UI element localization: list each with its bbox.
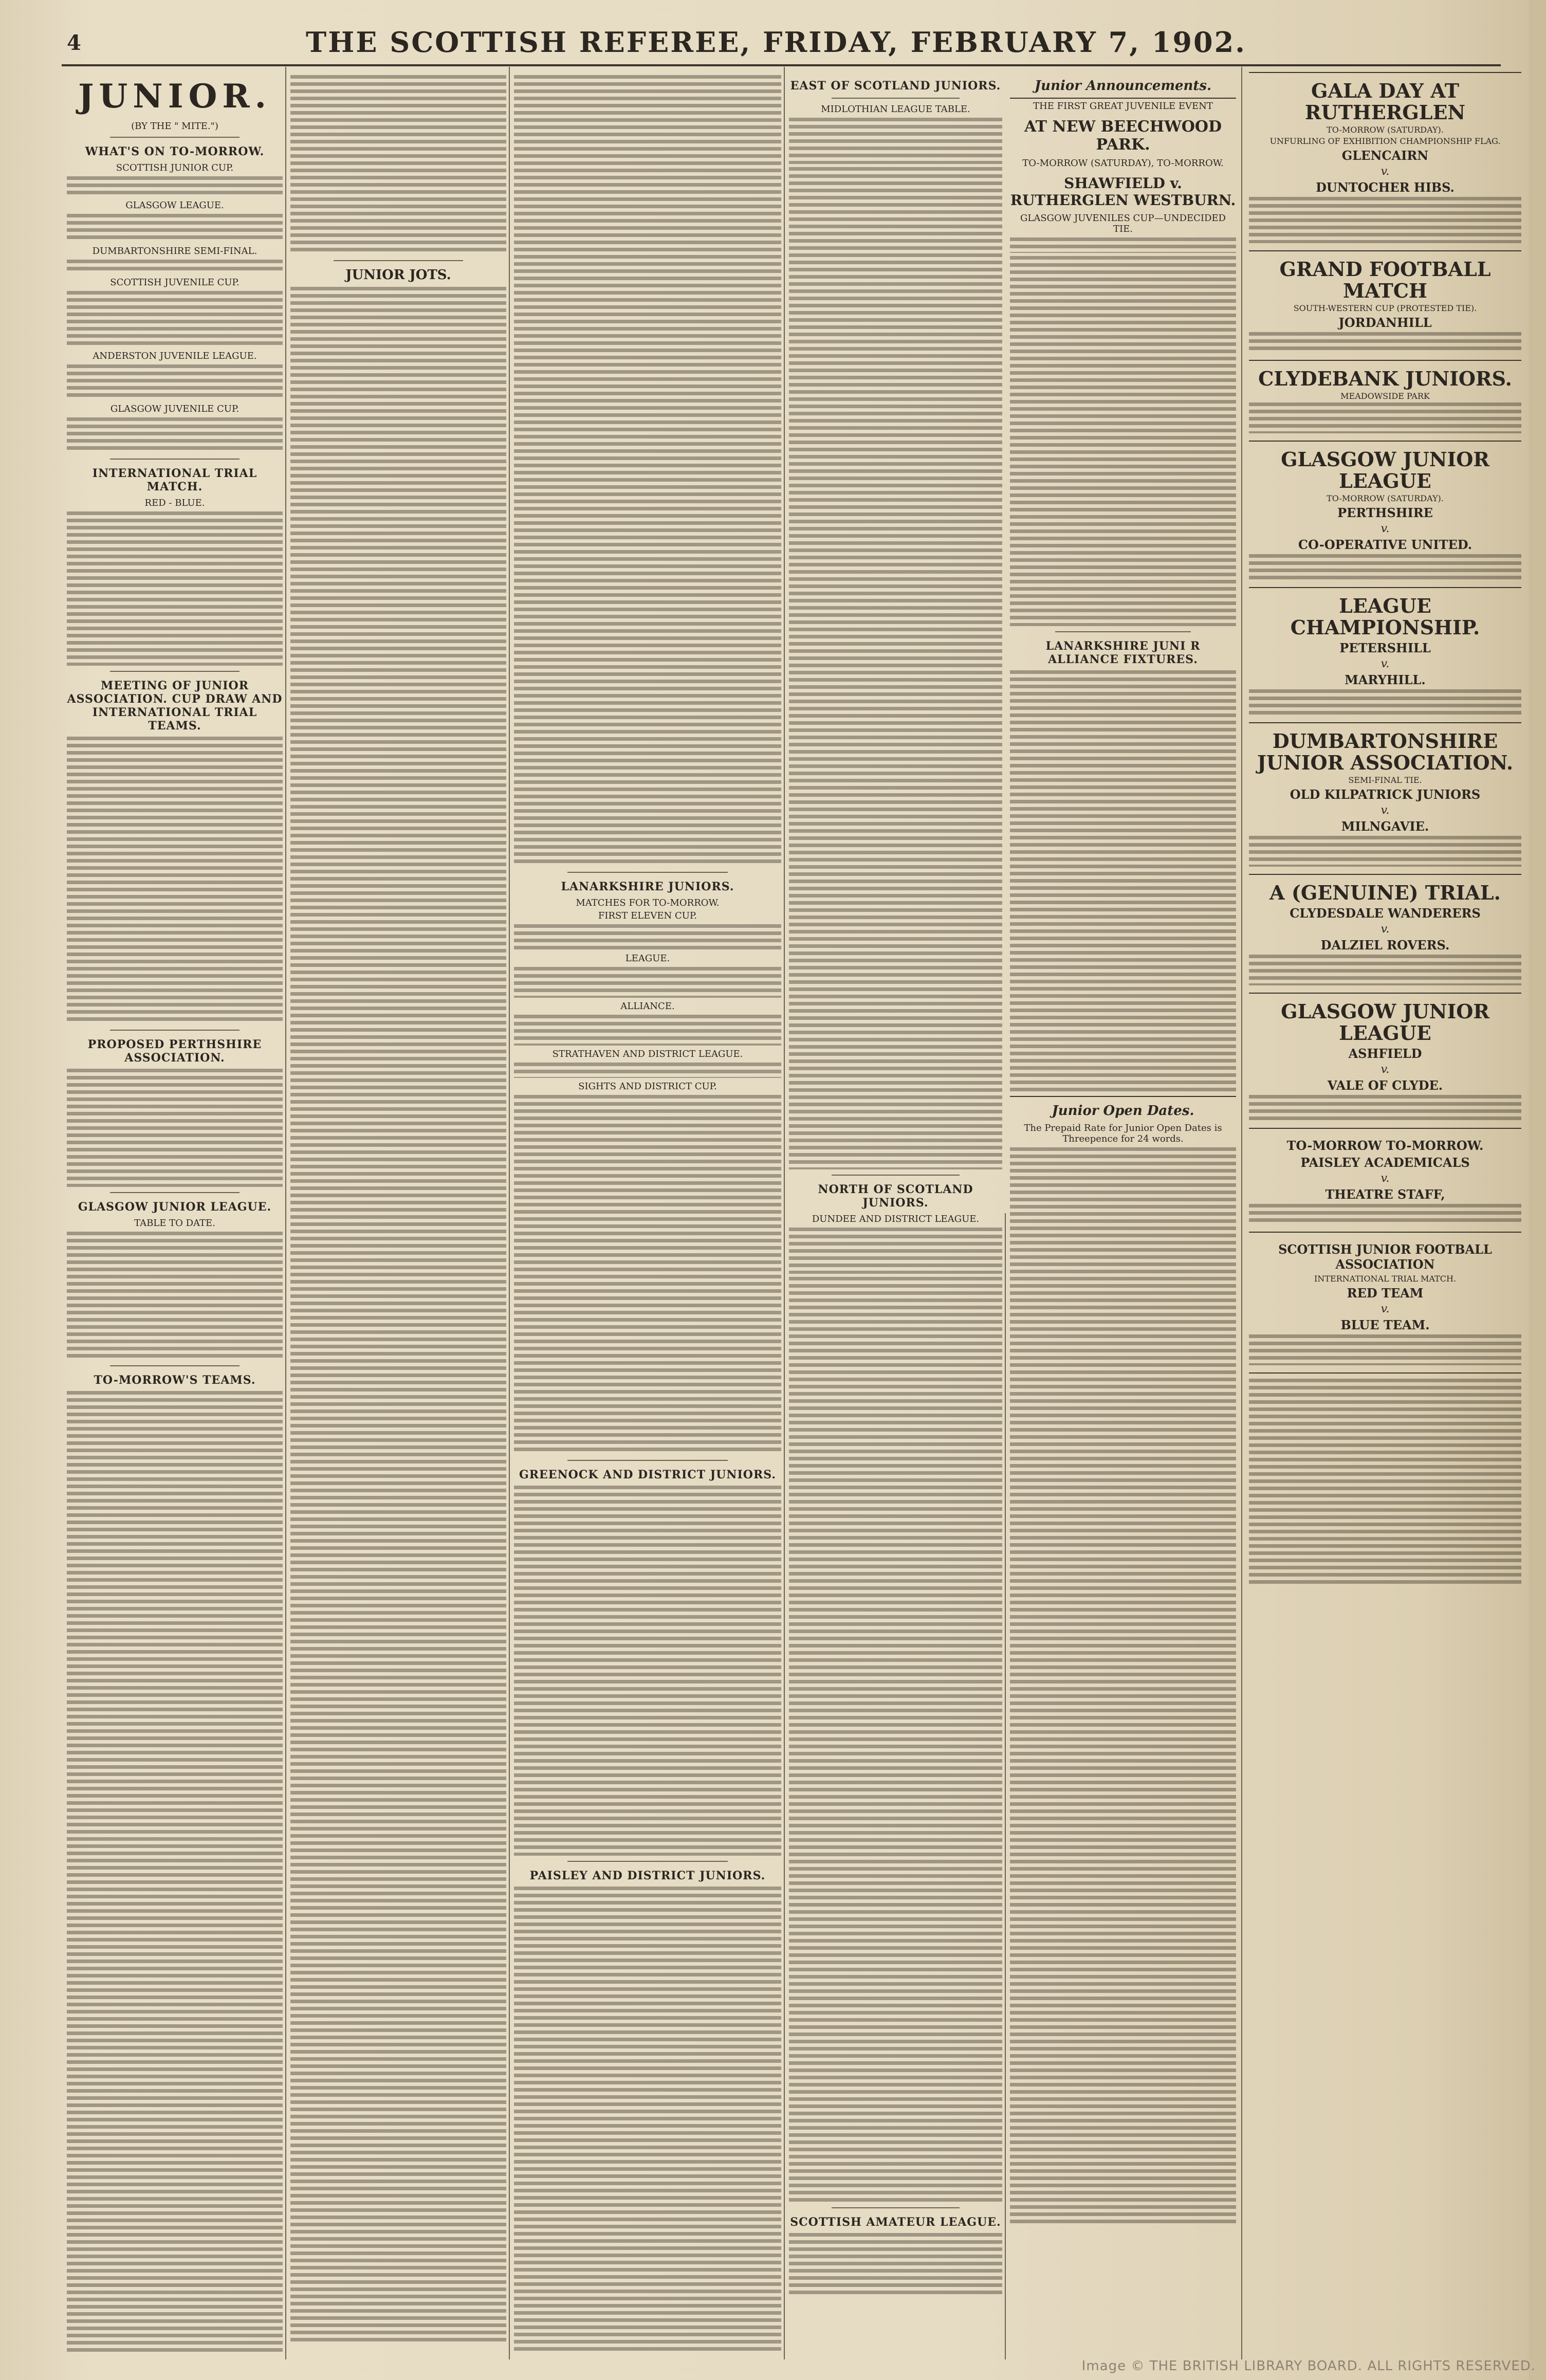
subheading: NORTH OF SCOTLAND JUNIORS. — [818, 1183, 973, 1210]
ad-league-championship: LEAGUE CHAMPIONSHIP. PETERSHILL v. MARYHILL. — [1249, 587, 1521, 722]
ad-ashfield: GLASGOW JUNIOR LEAGUE ASHFIELD v. VALE OF CLYDE. — [1249, 993, 1521, 1128]
ad-team: OLD KILPATRICK JUNIORS — [1290, 787, 1481, 802]
ad-line: TO-MORROW (SATURDAY). — [1327, 125, 1444, 135]
column-rule — [509, 67, 510, 2359]
subheading: ANDERSTON JUVENILE LEAGUE. — [93, 351, 257, 361]
beechwood-announcement — [1010, 98, 1236, 253]
subheading: GLASGOW LEAGUE. — [125, 200, 224, 211]
ad-team: VALE OF CLYDE. — [1327, 1078, 1443, 1093]
subheading: SCOTTISH JUNIOR CUP. — [116, 162, 234, 173]
page-gutter — [1529, 0, 1546, 2380]
subheading: GLASGOW JUNIOR LEAGUE. — [78, 1200, 272, 1214]
subheading: TO-MORROW'S TEAMS. — [94, 1374, 256, 1387]
ad-headline: SCOTTISH JUNIOR FOOTBALL ASSOCIATION — [1278, 1242, 1492, 1272]
column-announcements — [1010, 72, 1236, 2354]
ad-line: MEADOWSIDE PARK — [1340, 391, 1430, 401]
ad-headline: GALA DAY AT RUTHERGLEN — [1304, 79, 1466, 124]
ad-team: ASHFIELD — [1348, 1046, 1422, 1061]
ad-headline: A (GENUINE) TRIAL. — [1269, 881, 1501, 904]
ad-headline: LEAGUE CHAMPIONSHIP. — [1290, 594, 1480, 639]
newspaper-title: THE SCOTTISH REFEREE, FRIDAY, FEBRUARY 7, 1902. — [306, 26, 1246, 59]
subheading: SIGHTS AND DISTRICT CUP. — [578, 1081, 717, 1092]
column-district-juniors — [514, 72, 781, 2354]
subheading: EAST OF SCOTLAND JUNIORS. — [790, 79, 1001, 93]
subheading: TABLE TO DATE. — [134, 1218, 215, 1229]
ad-team: PAISLEY ACADEMICALS — [1300, 1155, 1470, 1170]
ad-line: INTERNATIONAL TRIAL MATCH. — [1314, 1274, 1457, 1284]
subheading: JUNIOR JOTS. — [345, 267, 451, 283]
ad-team: MILNGAVIE. — [1341, 819, 1429, 834]
announcements-title: Junior Announcements. — [1034, 78, 1212, 94]
column-rule — [1005, 1213, 1006, 2359]
ad-line: SOUTH-WESTERN CUP (PROTESTED TIE). — [1293, 303, 1477, 313]
column-junior — [67, 72, 283, 2354]
subheading: SCOTTISH AMATEUR LEAGUE. — [790, 2216, 1001, 2229]
announcement-line: AT NEW BEECHWOOD PARK. — [1024, 118, 1222, 154]
announcement-line: TO-MORROW (SATURDAY), TO-MORROW. — [1022, 158, 1224, 169]
ad-line: UNFURLING OF EXHIBITION CHAMPIONSHIP FLAG. — [1269, 136, 1501, 146]
announcement-line: THE FIRST GREAT JUVENILE EVENT — [1033, 101, 1213, 112]
ad-grand-match — [1249, 250, 1521, 360]
column-east-north — [789, 72, 1002, 2354]
subheading: PROPOSED PERTHSHIRE ASSOCIATION. — [87, 1038, 262, 1065]
subheading: WHAT'S ON TO-MORROW. — [85, 145, 265, 158]
ad-team: RED TEAM — [1347, 1286, 1424, 1301]
page-number: 4 — [67, 31, 81, 55]
ad-headline: CLYDEBANK JUNIORS. — [1258, 367, 1512, 390]
subheading: FIRST ELEVEN CUP. — [598, 910, 697, 921]
announcement-line: SHAWFIELD v. RUTHERGLEN WESTBURN. — [1010, 175, 1236, 209]
subheading: RED - BLUE. — [144, 498, 205, 508]
subheading: GLASGOW JUVENILE CUP. — [110, 404, 240, 414]
subheading: SCOTTISH JUVENILE CUP. — [110, 277, 240, 288]
column-junior-jots — [290, 72, 506, 2354]
subheading: LANARKSHIRE JUNI R ALLIANCE FIXTURES. — [1045, 639, 1201, 666]
ad-line: SEMI-FINAL TIE. — [1348, 775, 1422, 785]
ad-team: PERTHSHIRE — [1337, 505, 1433, 520]
announcement-line: GLASGOW JUVENILES CUP—UNDECIDED TIE. — [1020, 213, 1226, 234]
subheading: GREENOCK AND DISTRICT JUNIORS. — [519, 1468, 777, 1481]
ad-headline: DUMBARTONSHIRE JUNIOR ASSOCIATION. — [1257, 729, 1514, 774]
ad-team: BLUE TEAM. — [1340, 1317, 1430, 1332]
image-credit: Image © THE BRITISH LIBRARY BOARD. ALL RIGHTS RESERVED. — [1081, 2358, 1536, 2374]
byline: (BY THE " MITE.") — [131, 121, 218, 132]
ad-line: TO-MORROW (SATURDAY). — [1327, 493, 1444, 503]
column-rule — [285, 67, 286, 2359]
ad-headline: TO-MORROW TO-MORROW. — [1286, 1138, 1484, 1153]
ad-team: PETERSHILL — [1339, 640, 1431, 655]
ad-dumbartonshire: DUMBARTONSHIRE JUNIOR ASSOCIATION. SEMI-FINAL TIE. OLD KILPATRICK JUNIORS v. MILNGAVIE. — [1249, 722, 1521, 874]
column-advertisements — [1249, 72, 1521, 2354]
ad-sjfa-trial: SCOTTISH JUNIOR FOOTBALL ASSOCIATION INTERNATIONAL TRIAL MATCH. RED TEAM v. BLUE TEAM. — [1249, 1232, 1521, 1372]
subheading: STRATHAVEN AND DISTRICT LEAGUE. — [552, 1049, 743, 1059]
ad-team: GLENCAIRN — [1341, 148, 1429, 163]
subheading: MATCHES FOR TO-MORROW. — [576, 898, 720, 908]
masthead-rule — [62, 64, 1501, 66]
ad-team: THEATRE STAFF, — [1325, 1187, 1445, 1202]
divider — [110, 137, 240, 138]
ad-glasgow-league: GLASGOW JUNIOR LEAGUE TO-MORROW (SATURDAY). PERTHSHIRE v. CO-OPERATIVE UNITED. — [1249, 441, 1521, 587]
subheading: DUNDEE AND DISTRICT LEAGUE. — [812, 1214, 980, 1224]
open-dates-title: Junior Open Dates. — [1052, 1103, 1194, 1119]
ad-paisley: TO-MORROW TO-MORROW. PAISLEY ACADEMICALS v. THEATRE STAFF, — [1249, 1128, 1521, 1232]
ad-headline: GRAND FOOTBALL MATCH — [1279, 258, 1491, 302]
ad-headline: GLASGOW JUNIOR LEAGUE — [1281, 448, 1489, 492]
ad-trial: A (GENUINE) TRIAL. CLYDESDALE WANDERERS v. DALZIEL ROVERS. — [1249, 874, 1521, 993]
subheading: DUMBARTONSHIRE SEMI-FINAL. — [92, 246, 257, 257]
ad-headline: GLASGOW JUNIOR LEAGUE — [1281, 1000, 1489, 1045]
subheading: ALLIANCE. — [620, 1001, 675, 1012]
ad-team: MARYHILL. — [1345, 672, 1426, 687]
subheading: MIDLOTHIAN LEAGUE TABLE. — [821, 104, 970, 115]
open-dates-rate: The Prepaid Rate for Junior Open Dates is Threepence for 24 words. — [1024, 1123, 1222, 1144]
subheading: PAISLEY AND DISTRICT JUNIORS. — [529, 1869, 766, 1882]
subheading: INTERNATIONAL TRIAL MATCH. — [92, 467, 257, 493]
ad-team: JORDANHILL — [1338, 315, 1432, 330]
subheading: LANARKSHIRE JUNIORS. — [561, 880, 734, 893]
ad-team: DALZIEL ROVERS. — [1320, 938, 1450, 953]
masthead — [62, 21, 1490, 62]
column-rule — [784, 67, 785, 2359]
subheading: MEETING OF JUNIOR ASSOCIATION. CUP DRAW AND INTERNATIONAL TRIAL TEAMS. — [67, 679, 283, 733]
subheading: LEAGUE. — [625, 953, 670, 964]
ad-rutherglen: GALA DAY AT RUTHERGLEN TO-MORROW (SATURDAY). UNFURLING OF EXHIBITION CHAMPIONSHIP FLAG. GLENCAIRN v. DUNTOCHER HIBS. — [1249, 72, 1521, 250]
ad-team: CLYDESDALE WANDERERS — [1290, 906, 1481, 921]
ad-team: CO-OPERATIVE UNITED. — [1298, 537, 1473, 552]
column-rule — [1241, 67, 1242, 2359]
ad-clydebank — [1249, 360, 1521, 441]
ad-team: DUNTOCHER HIBS. — [1316, 180, 1455, 195]
section-title: JUNIOR. — [78, 77, 271, 116]
